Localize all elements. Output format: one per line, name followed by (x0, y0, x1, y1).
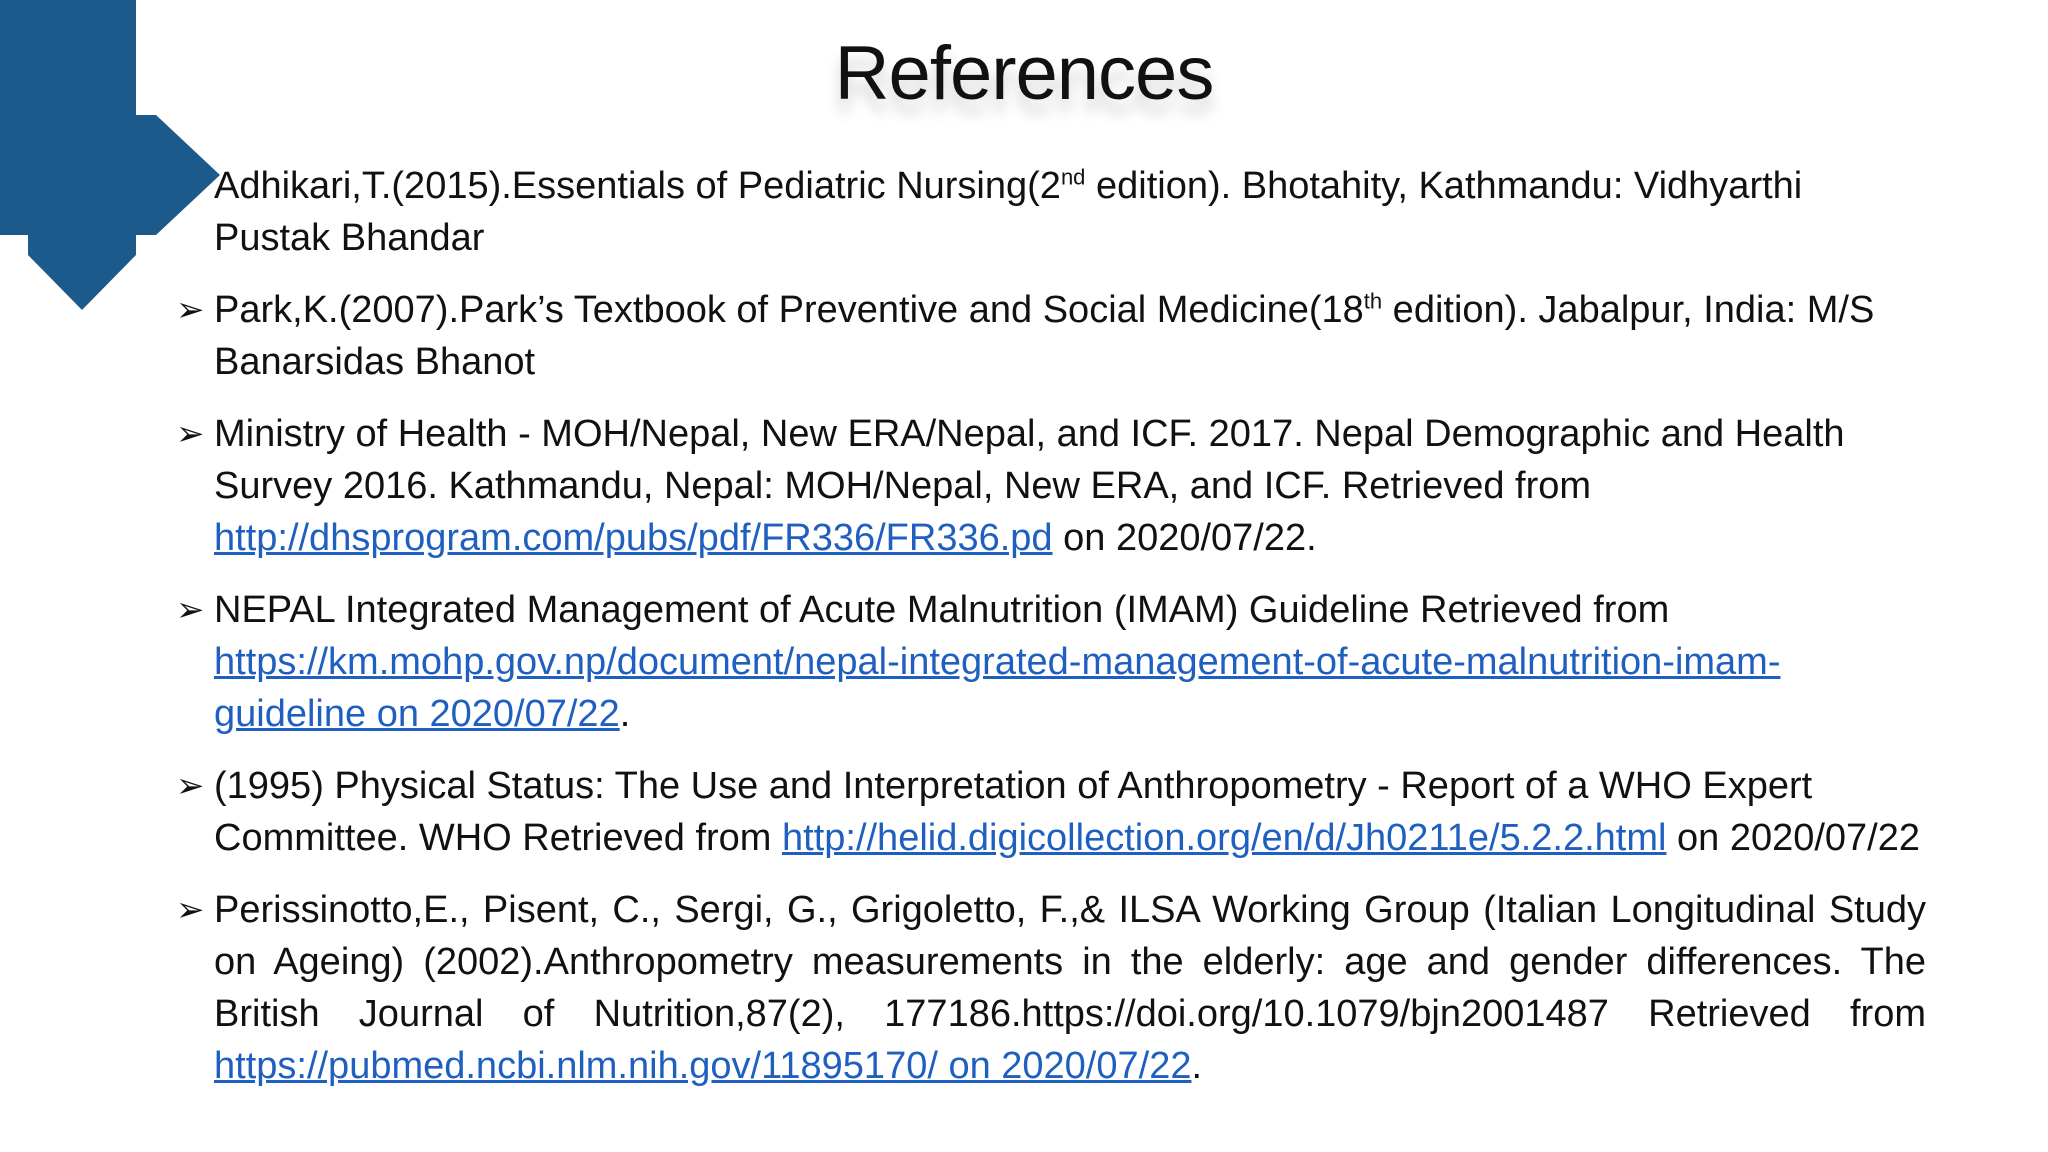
superscript-th: th (1363, 288, 1383, 314)
arrow-bullet-icon: ➢ (176, 767, 205, 805)
reference-item-6 (176, 884, 1926, 1092)
arrow-bullet-icon: ➢ (176, 591, 205, 629)
reference-item-1 (176, 160, 1926, 264)
arrow-bullet-icon: ➢ (176, 291, 205, 329)
arrow-bullet-icon: ➢ (176, 415, 205, 453)
reference-link-6[interactable]: https://pubmed.ncbi.nlm.nih.gov/11895170/ on 2020/07/22 (214, 1045, 1192, 1087)
reference-item-4 (176, 584, 1926, 740)
reference-item-2 (176, 284, 1926, 388)
reference-text-2: Park,K.(2007).Park’s Textbook of Preventive and Social Medicine(18th edition). Jabalpur, India: M/S Banarsidas Bhanot (214, 288, 1875, 383)
arrow-bullet-icon: ➢ (176, 891, 205, 929)
reference-text-4: NEPAL Integrated Management of Acute Malnutrition (IMAM) Guideline Retrieved from https://km.mohp.gov.np/document/nepal-integrated-management-of-acute-malnutrition-imam-guideline on 2020/07/22. (214, 589, 1781, 735)
superscript-nd: nd (1060, 164, 1086, 190)
reference-text-3: Ministry of Health - MOH/Nepal, New ERA/Nepal, and ICF. 2017. Nepal Demographic and Health Survey 2016. Kathmandu, Nepal: MOH/Nepal, New ERA, and ICF. Retrieved from http://dhsprogram.com/pubs/pdf/FR336/FR336.pd on 2020/07/22. (214, 413, 1845, 559)
reference-link-4[interactable]: https://km.mohp.gov.np/document/nepal-integrated-management-of-acute-malnutrition-imam-guideline on 2020/07/22 (214, 641, 1781, 735)
reference-text-5: (1995) Physical Status: The Use and Interpretation of Anthropometry - Report of a WHO Expert Committee. WHO Retrieved from http://helid.digicollection.org/en/d/Jh0211e/5.2.2.html on 2020/07/22 (214, 765, 1921, 859)
reference-text-6: Perissinotto,E., Pisent, C., Sergi, G., Grigoletto, F.,& ILSA Working Group (Italian Longitudinal Study on Ageing) (2002).Anthropometry measurements in the elderly: age and gender differences. The British Journal of Nutrition,87(2), 177186.https://doi.org/10.1079/bjn2001487 Retrieved from https://pubmed.ncbi.nlm.nih.gov/11895170/ on 2020/07/22. (214, 889, 1926, 1087)
reference-item-3 (176, 408, 1926, 564)
reference-item-5 (176, 760, 1926, 864)
slide-title: References (834, 31, 1214, 116)
reference-link-3[interactable]: http://dhsprogram.com/pubs/pdf/FR336/FR336.pd (214, 517, 1053, 559)
reference-text-1: Adhikari,T.(2015).Essentials of Pediatric Nursing(2nd edition). Bhotahity, Kathmandu: Vidhyarthi Pustak Bhandar (214, 164, 1803, 259)
reference-list (176, 160, 1926, 1112)
reference-link-5[interactable]: http://helid.digicollection.org/en/d/Jh0211e/5.2.2.html (782, 817, 1667, 859)
